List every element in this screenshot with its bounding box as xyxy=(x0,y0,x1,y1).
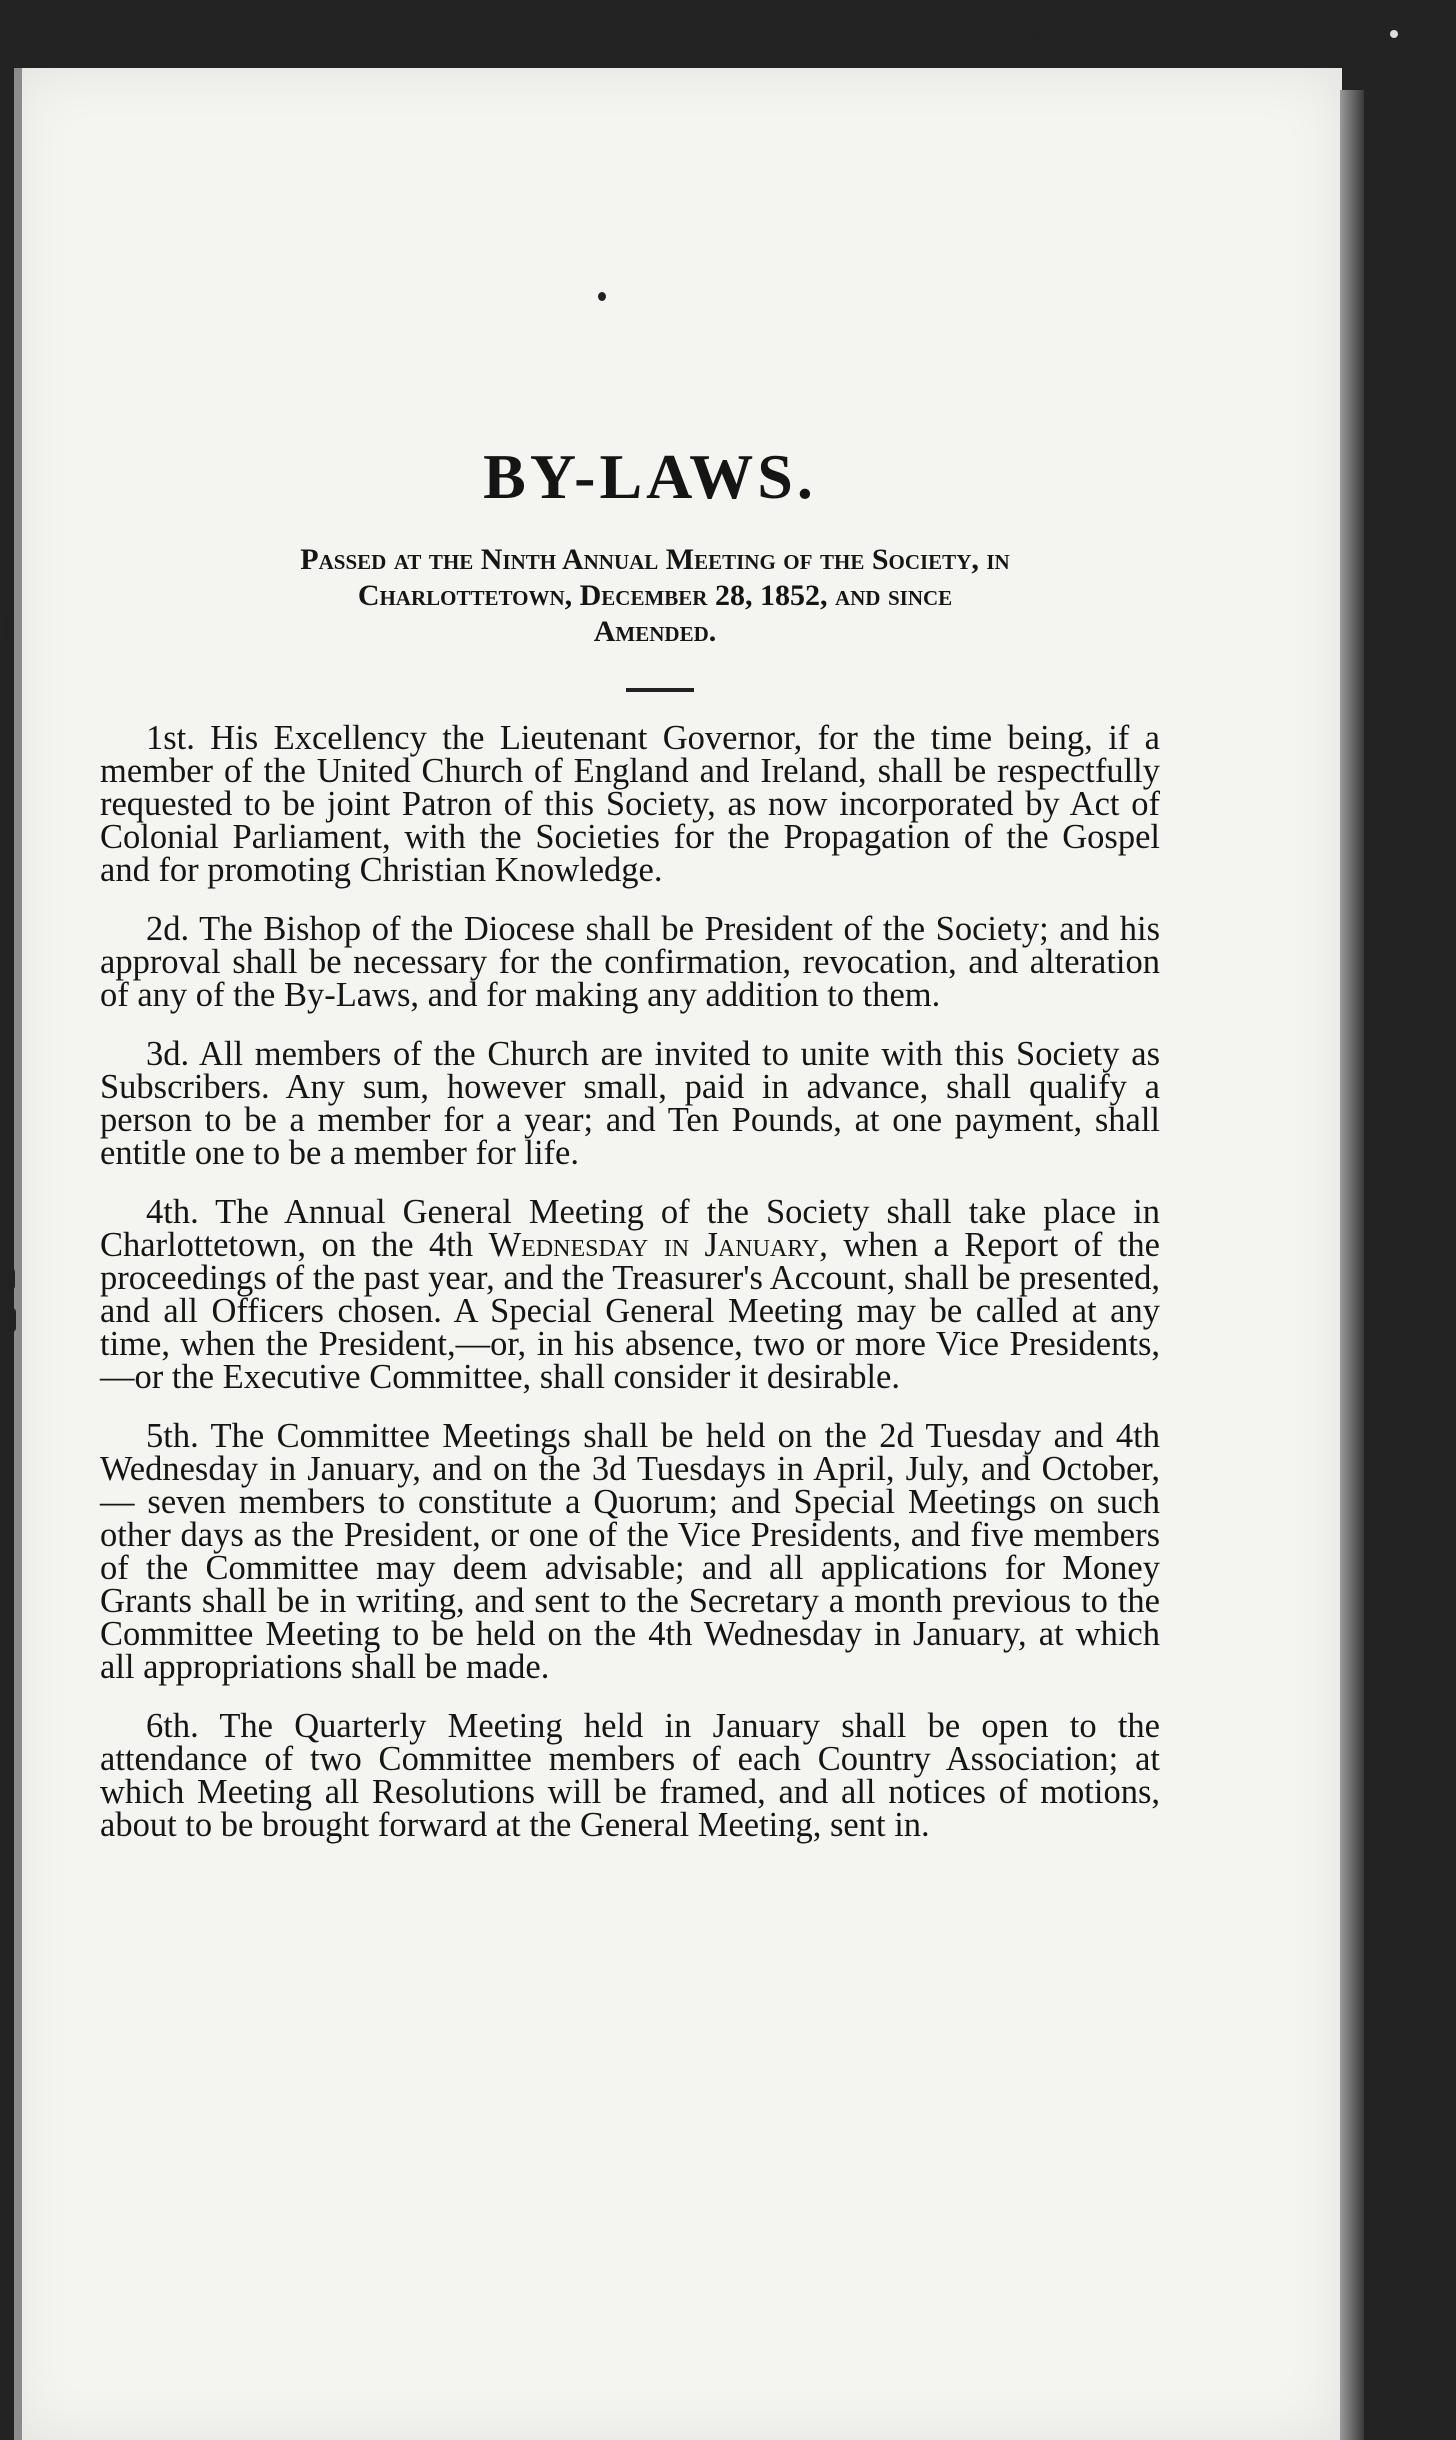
page-spine-edge xyxy=(14,68,22,2440)
bylaw-paragraph-5: 5th. The Committee Meetings shall be held on the 2d Tuesday and 4th Wednesday in January, and on the 3d Tuesdays in April, July, and October, — seven members to constitute a Quorum; and Special Meetings on such other days as the President, or one of the Vice Presidents, and five members of the Committee may deem advisable; and all applications for Money Grants shall be in writing, and sent to the Secretary a month previous to the Committee Meeting to be held on the 4th Wednesday in January, at which all appropriations shall be made. xyxy=(100,1417,1160,1686)
page-title: BY-LAWS. xyxy=(483,441,817,512)
title-divider xyxy=(626,688,694,692)
page-content xyxy=(100,150,1160,1868)
page-right-edge xyxy=(1340,90,1364,2440)
bylaw-paragraph-2: 2d. The Bishop of the Diocese shall be President of the Society; and his approval shall be necessary for the confirmation, revocation, and alteration of any of the By-Laws, and for making any addition to them. xyxy=(100,910,1160,1014)
bylaw-4-text-before: 4th. The Annual General Meeting of the Society shall take place in Charlottetown, on the 4th xyxy=(100,1193,1160,1264)
subtitle-line: Charlottetown, December 28, 1852, and since xyxy=(357,579,953,612)
page-subtitle xyxy=(150,542,1160,650)
subtitle-line: Passed at the Ninth Annual Meeting of the Society, in xyxy=(300,543,1010,576)
bylaw-paragraph-1: 1st. His Excellency the Lieutenant Governor, for the time being, if a member of the United Church of England and Ireland, shall be respectfully requested to be joint Patron of this Society, as now incorporated by Act of Colonial Parliament, with the Societies for the Propagation of the Gospel and for promoting Christian Knowledge. xyxy=(100,719,1160,889)
bylaw-4-text-after: , when a Report of the proceedings of the past year, and the Treasurer's Account, shall be presented, and all Officers chosen. A Special General Meeting may be called at any time, when the President,—or, in his absence, two or more Vice Presidents,—or the Executive Committee, shall consider it desirable. xyxy=(100,1226,1160,1396)
ink-speck xyxy=(4,615,10,643)
bylaw-paragraph-3: 3d. All members of the Church are invited to unite with this Society as Subscribers. Any sum, however small, paid in advance, shall qualify a person to be a member for a year; and Ten Pounds, at one payment, shall entitle one to be a member for life. xyxy=(100,1035,1160,1172)
subtitle-line: Amended. xyxy=(593,615,717,648)
ink-speck xyxy=(6,1308,16,1332)
bylaw-4-meeting-day: Wednesday in January xyxy=(488,1226,820,1264)
ink-speck xyxy=(1030,30,1040,40)
bylaw-paragraph-4 xyxy=(100,1193,1160,1396)
ink-speck xyxy=(1390,30,1398,38)
bylaw-paragraph-6: 6th. The Quarterly Meeting held in January shall be open to the attendance of two Committee members of each Country Association; at which Meeting all Resolutions will be framed, and all notices of motions, about to be brought forward at the General Meeting, sent in. xyxy=(100,1707,1160,1844)
ink-speck xyxy=(6,1268,15,1290)
